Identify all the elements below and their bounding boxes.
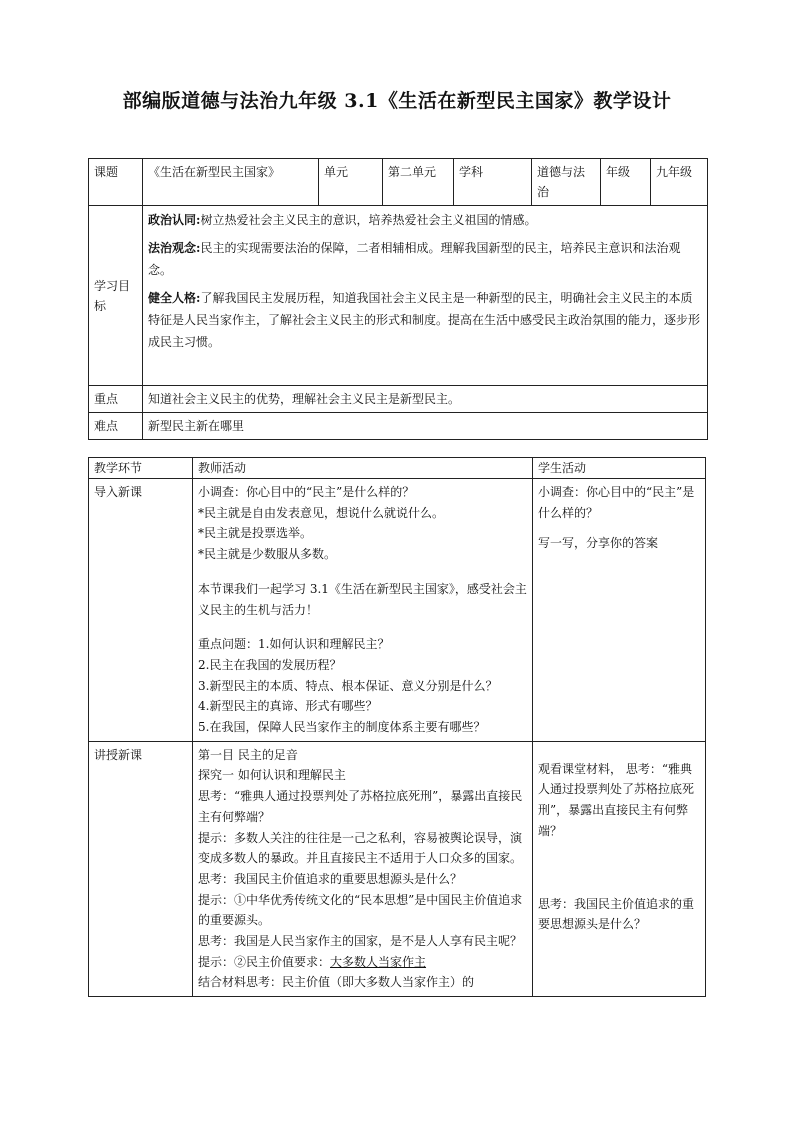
teaching-process-table — [88, 457, 706, 997]
stage-lecture: 讲授新课 — [89, 741, 193, 996]
label-difficult: 难点 — [89, 413, 143, 440]
text-line: *民主就是投票选举。 — [198, 526, 313, 541]
goal-text: 树立热爱社会主义民主的意识，培养热爱社会主义祖国的情感。 — [200, 213, 537, 227]
unit-value: 第二单元 — [383, 159, 454, 206]
text-line: 观看课堂材料， 思考：“雅典人通过投票判处了苏格拉底死刑”，暴露出直接民主有何弊端？ — [538, 761, 695, 838]
header-stage: 教学环节 — [89, 458, 193, 479]
text-line: 第一目 民主的足音 — [198, 747, 298, 762]
text-line: 提示：多数人关注的往往是一己之私利，容易被舆论误导，演变成多数人的暴政。并且直接民主不适用于人口众多的国家。 — [198, 830, 523, 866]
text-line: 小调查：你心目中的“民主”是什么样的？ — [538, 485, 695, 520]
stage-intro: 导入新课 — [89, 479, 193, 742]
goal-text: 了解我国民主发展历程，知道我国社会主义民主是一种新型的民主，明确社会主义民主的本质特征是人民当家作主，了解社会主义民主的形式和制度。提高在生活中感受民主政治氛围的能力，逐步形成民主习惯。 — [148, 291, 701, 349]
text-line: 写一写，分享你的答案 — [538, 536, 659, 551]
grade-value: 九年级 — [651, 159, 708, 206]
goal-head: 法治观念: — [148, 241, 201, 255]
label-grade: 年级 — [601, 159, 651, 206]
header-teacher: 教师活动 — [193, 458, 533, 479]
difficult-point: 新型民主新在哪里 — [143, 413, 708, 440]
text-line: 本节课我们一起学习 3.1《生活在新型民主国家》，感受社会主义民主的生机与活力！ — [198, 581, 527, 617]
text-line: 思考：我国民主价值追求的重要思想源头是什么？ — [198, 871, 463, 886]
text-line: *民主就是少数服从多数。 — [198, 547, 337, 562]
intro-student-activity — [533, 479, 706, 742]
text-line: 思考：我国是人民当家作主的国家，是不是人人享有民主呢？ — [198, 934, 523, 949]
text-line: 小调查：你心目中的“民主”是什么样的？ — [198, 485, 415, 499]
text-line: 重点问题：1.如何认识和理解民主？ — [198, 637, 390, 652]
goal-political — [148, 209, 702, 231]
key-point: 知道社会主义民主的优势，理解社会主义民主是新型民主。 — [143, 386, 708, 413]
document-title: 部编版道德与法治九年级 3.1《生活在新型民主国家》教学设计 — [122, 90, 672, 112]
label-topic: 课题 — [89, 159, 143, 206]
goal-personality — [148, 287, 702, 353]
text-line: 2.民主在我国的发展历程？ — [198, 657, 342, 672]
label-key: 重点 — [89, 386, 143, 413]
topic-value: 《生活在新型民主国家》 — [143, 159, 319, 206]
intro-teacher-activity — [193, 479, 533, 742]
text-line: 探究一 如何认识和理解民主 — [198, 768, 346, 783]
goal-text: 民主的实现需要法治的保障，二者相辅相成。理解我国新型的民主，培养民主意识和法治观念。 — [148, 241, 681, 277]
text-line: *民主就是自由发表意见，想说什么就说什么。 — [198, 505, 445, 520]
hint-prefix: 提示：②民主价值要求： — [198, 954, 331, 969]
text-line: 3.新型民主的本质、特点、根本保证、意义分别是什么？ — [198, 678, 498, 693]
text-line — [198, 952, 527, 973]
text-line: 提示：①中华优秀传统文化的“民本思想”是中国民主价值追求的重要源头。 — [198, 892, 523, 928]
text-line: 结合材料思考：民主价值（即大多数人当家作主）的 — [198, 975, 475, 990]
label-goals: 学习目标 — [89, 206, 143, 386]
header-student: 学生活动 — [533, 458, 706, 479]
lecture-teacher-activity — [193, 741, 533, 996]
goals-cell — [143, 206, 708, 386]
lecture-student-activity — [533, 741, 706, 996]
text-line: 思考：我国民主价值追求的重要思想源头是什么？ — [538, 896, 695, 932]
label-unit: 单元 — [319, 159, 383, 206]
text-line: 5.在我国，保障人民当家作主的制度体系主要有哪些？ — [198, 720, 486, 735]
label-subject: 学科 — [454, 159, 532, 206]
underlined-answer: 大多数人当家作主 — [330, 954, 427, 969]
goal-law — [148, 237, 702, 281]
subject-value: 道德与法治 — [532, 159, 601, 206]
goal-head: 政治认同: — [148, 213, 201, 227]
text-line: 思考：“雅典人通过投票判处了苏格拉底死刑”，暴露出直接民主有何弊端？ — [198, 789, 523, 824]
goal-head: 健全人格: — [148, 291, 201, 305]
course-info-table — [88, 158, 708, 440]
text-line: 4.新型民主的真谛、形式有哪些？ — [198, 699, 378, 714]
